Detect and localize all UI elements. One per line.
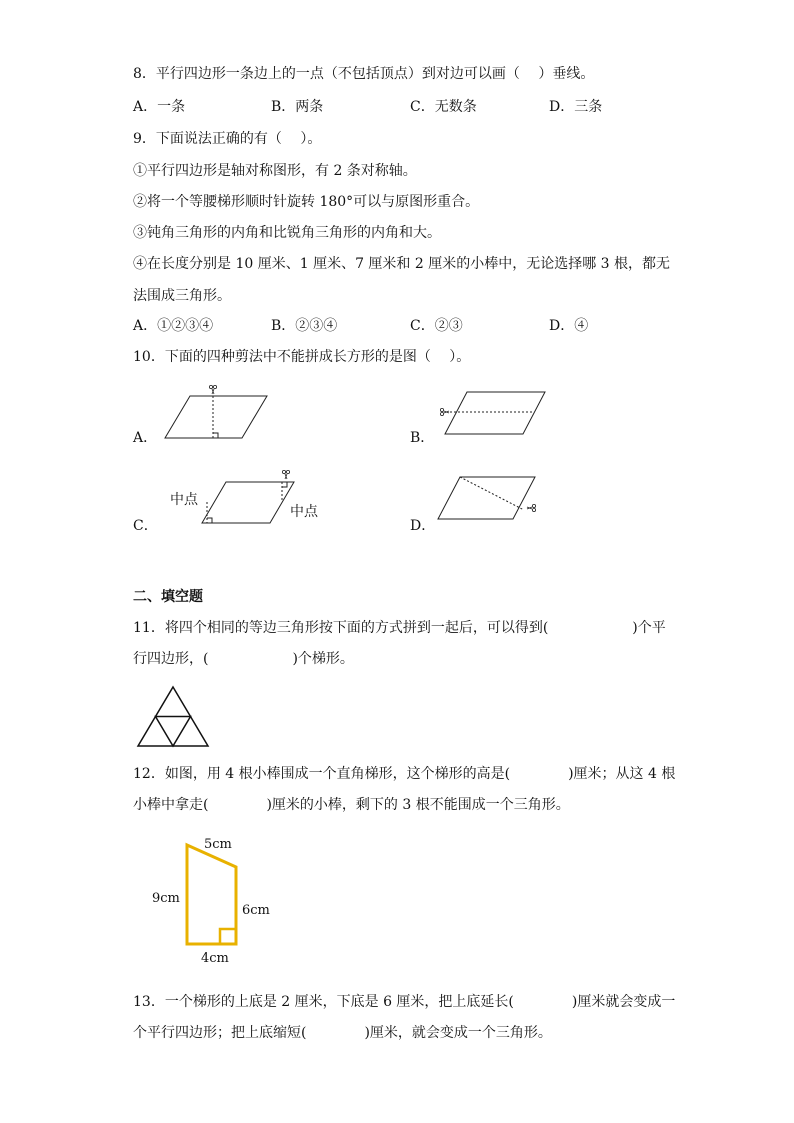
scissors-icon xyxy=(527,504,536,511)
q10-label-a: A． xyxy=(133,430,158,446)
q10-stem: 10．下面的四种剪法中不能拼成长方形的是图（ ）。 xyxy=(133,349,471,365)
q11-line-2 xyxy=(133,650,354,668)
q12-label-bottom: 4cm xyxy=(201,951,229,966)
q11-line-1-text-a: 11．将四个相同的等边三角形按下面的方式拼到一起后，可以得到( xyxy=(133,620,549,636)
q9-stem: 9．下面说法正确的有（ ）。 xyxy=(133,131,322,147)
q8-stem: 8．平行四边形一条边上的一点（不包括顶点）到对边可以画（ ）垂线。 xyxy=(133,66,595,82)
q10-figure-a xyxy=(160,383,272,441)
q13-line-2-text-a: 个平行四边形；把上底缩短( xyxy=(133,1025,307,1041)
scissors-icon xyxy=(440,408,449,415)
q12-line-1 xyxy=(133,765,675,783)
q8-option-d: D．三条 xyxy=(549,99,603,115)
q13-line-1-text-b: )厘米就会变成一 xyxy=(571,994,676,1010)
q12-label-right: 6cm xyxy=(242,903,270,918)
q12-line-2 xyxy=(133,796,570,814)
q12-line-1-text-a: 12．如图，用 4 根小棒围成一个直角梯形，这个梯形的高是( xyxy=(133,766,511,782)
q12-line-2-text-b: )厘米的小棒，剩下的 3 根不能围成一个三角形。 xyxy=(266,797,570,813)
q11-line-1 xyxy=(133,619,666,637)
q9-statement-3: ③钝角三角形的内角和比锐角三角形的内角和大。 xyxy=(133,225,441,241)
q9-statement-2: ②将一个等腰梯形顺时针旋转 180°可以与原图形重合。 xyxy=(133,194,480,210)
q12-label-top: 5cm xyxy=(204,837,232,852)
q12-trapezoid-figure xyxy=(180,840,244,952)
q12-line-2-text-a: 小棒中拿走( xyxy=(133,797,209,813)
q9-option-d: D．④ xyxy=(549,318,589,334)
q13-line-1-text-a: 13．一个梯形的上底是 2 厘米，下底是 6 厘米，把上底延长( xyxy=(133,994,514,1010)
q11-line-1-text-b: )个平 xyxy=(632,620,666,636)
q9-option-c: C．②③ xyxy=(410,318,463,334)
q12-line-1-text-b: )厘米；从这 4 根 xyxy=(568,766,676,782)
q8-option-a: A．一条 xyxy=(133,99,186,115)
q13-line-2 xyxy=(133,1024,552,1042)
q12-label-left: 9cm xyxy=(152,891,180,906)
q8-option-b: B．两条 xyxy=(271,99,324,115)
q13-line-1 xyxy=(133,993,675,1011)
q10-label-d: D． xyxy=(410,518,436,534)
q9-option-a: A．①②③④ xyxy=(133,318,214,334)
q9-option-b: B．②③④ xyxy=(271,318,338,334)
q10-midpoint-label-right: 中点 xyxy=(290,504,318,520)
q10-label-b: B． xyxy=(410,430,435,446)
q11-line-2-text-b: )个梯形。 xyxy=(292,651,354,667)
q13-line-2-text-b: )厘米，就会变成一个三角形。 xyxy=(364,1025,552,1041)
q10-figure-d xyxy=(434,470,546,522)
q11-line-2-text-a: 行四边形，( xyxy=(133,651,209,667)
section-title: 二、填空题 xyxy=(133,589,203,605)
q10-figure-b xyxy=(436,388,550,438)
q8-option-c: C．无数条 xyxy=(410,99,477,115)
q10-figure-c xyxy=(190,468,300,528)
q11-triangle-figure xyxy=(136,685,210,749)
scissors-icon xyxy=(282,470,289,479)
q9-statement-4-cont: 法围成三角形。 xyxy=(133,288,231,304)
q9-statement-1: ①平行四边形是轴对称图形，有 2 条对称轴。 xyxy=(133,163,417,179)
q9-statement-4: ④在长度分别是 10 厘米、1 厘米、7 厘米和 2 厘米的小棒中，无论选择哪 3 根，都无 xyxy=(133,256,671,272)
q10-label-c: C． xyxy=(133,518,158,534)
q10-midpoint-label-left: 中点 xyxy=(170,492,198,508)
scissors-icon xyxy=(209,385,216,394)
